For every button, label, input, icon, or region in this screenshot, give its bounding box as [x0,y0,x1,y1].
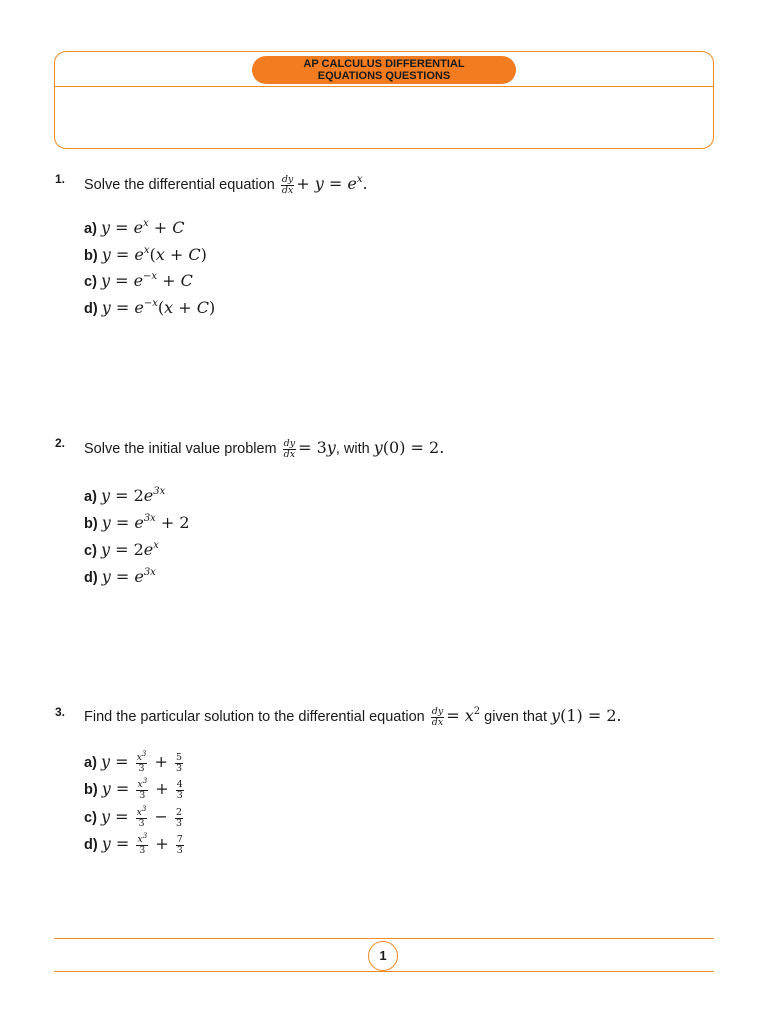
option-letter: d) [84,570,98,586]
option-letter: b) [84,782,98,798]
footer-line-top [54,938,714,939]
option-letter: a) [84,489,97,505]
question-1-option-b[interactable]: b) $y = e^x(x + C)$ [84,245,207,264]
question-2-condition: y(0) = 2. [373,438,445,457]
option-letter: b) [84,516,98,532]
question-2-option-d[interactable]: d) $y = e^{3x}$ [84,567,156,586]
page-number: 1 [368,941,398,971]
footer-line-bottom [54,971,714,972]
option-letter: a) [84,221,97,237]
header-divider [55,86,713,87]
question-3-number: 3. [55,705,66,719]
option-letter: d) [84,837,98,853]
option-letter: c) [84,543,97,559]
option-letter: c) [84,274,97,290]
question-2-prompt: Solve the initial value problem [84,441,277,457]
question-2-number: 2. [55,436,66,450]
option-letter: c) [84,810,97,826]
question-2-text [84,438,444,460]
question-1-number: 1. [55,172,66,186]
title-line-1: AP CALCULUS DIFFERENTIAL [303,58,465,70]
question-3-option-d[interactable]: d) y = $\frac{x^3}{3}$ + $\frac{7}{3}$ [84,831,183,856]
title-line-2: EQUATIONS QUESTIONS [317,70,451,82]
question-3-option-b[interactable]: b) y = $\frac{x^3}{3}$ + $\frac{4}{3}$ [84,776,183,801]
question-2-mid-text: , with [335,441,370,457]
option-letter: d) [84,301,98,317]
question-3-option-a[interactable]: a) y = $\frac{x^3}{3}$ + $\frac{5}{3}$ [84,749,183,774]
question-2-equation: $\frac{dy}{dx}$ = 3y [283,437,336,460]
title-banner [252,56,516,84]
option-letter: a) [84,755,97,771]
question-2-option-b[interactable]: b) $y = e^{3x} + 2$ [84,513,190,532]
question-1-option-c[interactable]: c) $y = e^{-x} + C$ [84,271,193,290]
question-2-option-a[interactable]: a) $y = 2e^{3x}$ [84,486,166,505]
question-3-mid-text: given that [484,709,548,725]
question-1-equation: $\frac{dy}{dx}$ + $y = e^x$. [281,173,368,196]
question-3-prompt: Find the particular solution to the differential equation [84,709,425,725]
option-letter: b) [84,248,98,264]
question-3-text [84,706,622,728]
question-3-option-c[interactable]: c) y = $\frac{x^3}{3}$ − $\frac{2}{3}$ [84,804,183,829]
question-1-option-a[interactable]: a) $y = e^x + C$ [84,218,185,237]
question-3-equation: $\frac{dy}{dx}$ = $x^2$ [431,705,481,728]
question-2-option-c[interactable]: c) $y = 2e^x$ [84,540,159,559]
question-1-text [84,174,368,196]
question-1-option-d[interactable]: d) $y = e^{-x}(x + C)$ [84,298,216,317]
question-1-prompt: Solve the differential equation [84,177,275,193]
question-3-condition: y(1) = 2. [551,706,622,725]
